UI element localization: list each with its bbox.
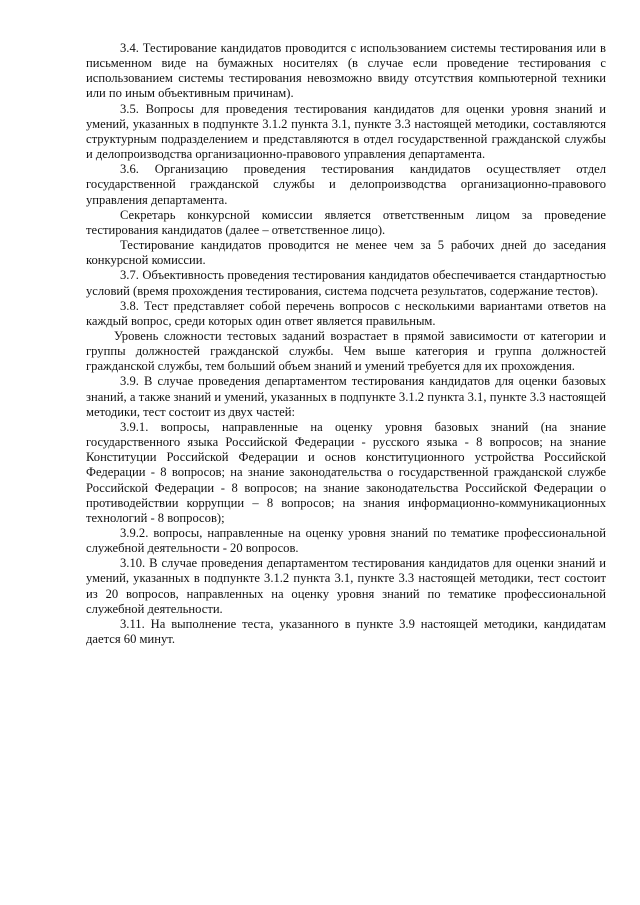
paragraph-secretary: Секретарь конкурсной комиссии является ответственным лицом за проведение тестирования кандидатов (далее – ответственное лицо). (86, 207, 606, 237)
paragraph-3-8: 3.8. Тест представляет собой перечень вопросов с несколькими вариантами ответов на каждый вопрос, среди которых один ответ является правильным. (86, 298, 606, 328)
document-page (86, 41, 606, 647)
paragraph-3-9: 3.9. В случае проведения департаментом тестирования кандидатов для оценки базовых знаний, а также знаний и умений, указанных в подпункте 3.1.2 пункта 3.1, пункте 3.3 настоящей методики, тест состоит из двух частей: (86, 374, 606, 419)
paragraph-difficulty-level: Уровень сложности тестовых заданий возрастает в прямой зависимости от категории и группы должностей гражданской службы. Чем выше категория и группа должностей гражданской службы, тем больший объем знаний и умений требуется для их прохождения. (86, 328, 606, 374)
paragraph-3-5: 3.5. Вопросы для проведения тестирования кандидатов для оценки уровня знаний и умений, указанных в подпункте 3.1.2 пункта 3.1, пункте 3.3 настоящей методики, составляются структурным подразделением и представляются в отдел государственной гражданской службы и делопроизводства организационно-правового управления департамента. (86, 101, 606, 162)
paragraph-3-11: 3.11. На выполнение теста, указанного в пункте 3.9 настоящей методики, кандидатам дается 60 минут. (86, 616, 606, 647)
paragraph-3-4: 3.4. Тестирование кандидатов проводится с использованием системы тестирования или в письменном виде на бумажных носителях (в случае если проведение тестирования с использованием системы тестирования невозможно ввиду отсутствия компьютерной техники или по иным объективным причинам). (86, 41, 606, 101)
paragraph-3-9-1: 3.9.1. вопросы, направленные на оценку уровня базовых знаний (на знание государственного языка Российской Федерации - русского языка - 8 вопросов; на знание Конституции Российской Федерации и основ конституционного устройства Российской Федерации - 8 вопросов; на знание законодательства о государственной гражданской службе Российской Федерации - 8 вопросов; на знание законодательства Российской Федерации о противодействии коррупции – 8 вопросов; на знания информационно-коммуникационных технологий - 8 вопросов); (86, 419, 606, 525)
paragraph-3-7: 3.7. Объективность проведения тестирования кандидатов обеспечивается стандартностью условий (время прохождения тестирования, система подсчета результатов, содержание тестов). (86, 268, 606, 298)
paragraph-3-9-2: 3.9.2. вопросы, направленные на оценку уровня знаний по тематике профессиональной служебной деятельности - 20 вопросов. (86, 526, 606, 556)
paragraph-3-6: 3.6. Организацию проведения тестирования кандидатов осуществляет отдел государственной гражданской службы и делопроизводства организационно-правового управления департамента. (86, 162, 606, 207)
paragraph-testing-deadline: Тестирование кандидатов проводится не менее чем за 5 рабочих дней до заседания конкурсной комиссии. (86, 238, 606, 268)
paragraph-3-10: 3.10. В случае проведения департаментом тестирования кандидатов для оценки знаний и умений, указанных в подпункте 3.1.2 пункта 3.1, пункте 3.3 настоящей методики, тест состоит из 20 вопросов, направленных на оценку уровня знаний по тематике профессиональной служебной деятельности. (86, 556, 606, 616)
